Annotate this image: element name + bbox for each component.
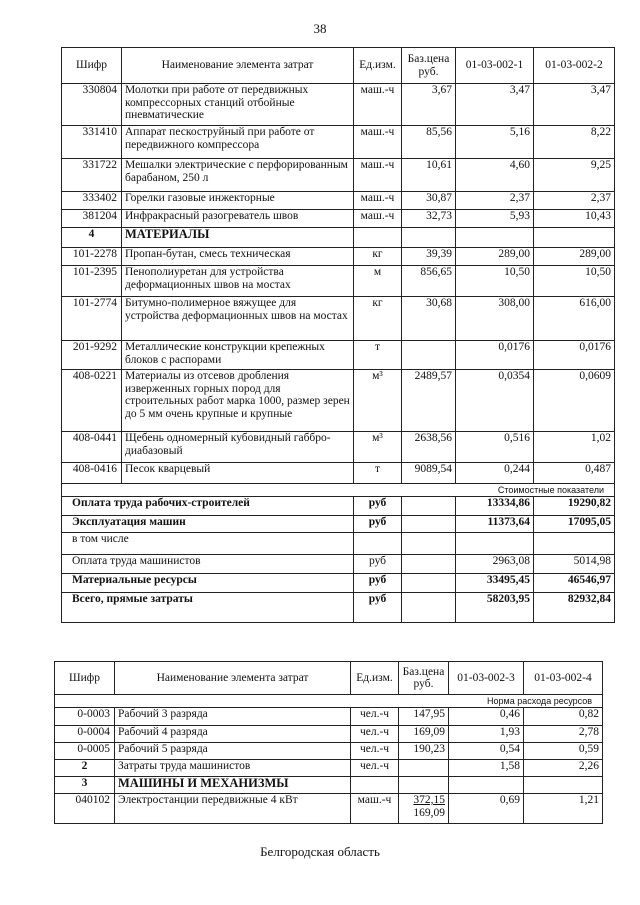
header-price: Баз.цена руб. (399, 662, 449, 695)
table-row (62, 192, 615, 210)
cell-value-1: 0,54 (449, 743, 524, 760)
cell-unit: м (354, 266, 402, 297)
summary-name: в том числе (62, 533, 354, 555)
summary-value-2 (534, 533, 615, 555)
summary-value-1 (456, 533, 534, 555)
cell-price: 32,73 (402, 210, 456, 228)
cell-value-1: 5,93 (456, 210, 534, 228)
summary-name: Материальные ресурсы (62, 574, 354, 593)
norm-caption: Норма расхода ресурсов (55, 695, 603, 708)
cell-unit: маш.-ч (351, 794, 399, 824)
cell-price: 10,61 (402, 159, 456, 192)
cell-name: Электростанции передвижные 4 кВт (115, 794, 351, 824)
cell-name: Щебень одномерный кубовидный габбро-диабазовый (122, 432, 354, 463)
header-col2: 01-03-002-4 (524, 662, 603, 695)
cell-unit: чел.-ч (351, 743, 399, 760)
cell-unit: т (354, 341, 402, 370)
cell-unit: чел.-ч (351, 726, 399, 743)
cell-value-1: 5,16 (456, 126, 534, 159)
cell-code: 408-0441 (62, 432, 122, 463)
cell-name: Аппарат пескоструйный при работе от передвижного компрессора (122, 126, 354, 159)
table-header-row (62, 48, 615, 84)
table-row (55, 794, 603, 824)
cell-value-1: 0,46 (449, 708, 524, 726)
cell-price (399, 794, 449, 824)
table-row (62, 126, 615, 159)
cell-price: 30,87 (402, 192, 456, 210)
table-row (62, 266, 615, 297)
summary-value-1: 58203,95 (456, 593, 534, 623)
cell-code: 0-0005 (55, 743, 115, 760)
cell-value-2: 10,43 (534, 210, 615, 228)
table-row (55, 708, 603, 726)
summary-row (62, 593, 615, 623)
cell-code: 2 (55, 760, 115, 777)
cell-value-1: 0,244 (456, 463, 534, 484)
summary-unit: руб (354, 555, 402, 574)
resource-table-1 (61, 47, 615, 623)
cell-price: 85,56 (402, 126, 456, 159)
cell-price: 39,39 (402, 248, 456, 266)
summary-row (62, 574, 615, 593)
cell-code: 201-9292 (62, 341, 122, 370)
summary-value-2: 46546,97 (534, 574, 615, 593)
table-row (55, 726, 603, 743)
page-number: 38 (313, 21, 327, 36)
cell-price: 30,68 (402, 297, 456, 341)
section-code: 4 (62, 228, 122, 248)
cell-name: Рабочий 4 разряда (115, 726, 351, 743)
table-row-operators (55, 760, 603, 777)
table-row (62, 432, 615, 463)
summary-unit: руб (354, 574, 402, 593)
summary-name: Эксплуатация машин (62, 516, 354, 533)
table-header-row (55, 662, 603, 695)
cell-price (399, 760, 449, 777)
cell-value-2: 0,487 (534, 463, 615, 484)
summary-value-2: 82932,84 (534, 593, 615, 623)
cell-value-2: 0,0609 (534, 370, 615, 432)
cell-name: Пропан-бутан, смесь техническая (122, 248, 354, 266)
cell-value-2: 0,59 (524, 743, 603, 760)
cell-name: Металлические конструкции крепежных блоков с распорами (122, 341, 354, 370)
table-row (62, 463, 615, 484)
summary-unit: руб (354, 497, 402, 516)
summary-row (62, 555, 615, 574)
cell-code: 330804 (62, 84, 122, 126)
summary-name: Оплата труда рабочих-строителей (62, 497, 354, 516)
summary-row (62, 497, 615, 516)
cell-code: 331410 (62, 126, 122, 159)
cell-name: Рабочий 3 разряда (115, 708, 351, 726)
cell-unit: м³ (354, 370, 402, 432)
cell-price: 169,09 (399, 726, 449, 743)
cell-name: Битумно-полимерное вяжущее для устройства деформационных швов на мостах (122, 297, 354, 341)
price-lower: 169,09 (413, 806, 445, 819)
section-row-materials (62, 228, 615, 248)
section-row-machines (55, 777, 603, 794)
summary-value-1: 11373,64 (456, 516, 534, 533)
cell-name: Горелки газовые инжекторные (122, 192, 354, 210)
cell-value-2: 3,47 (534, 84, 615, 126)
cell-value-1: 4,60 (456, 159, 534, 192)
cell-value-2: 8,22 (534, 126, 615, 159)
summary-value-1: 2963,08 (456, 555, 534, 574)
header-code: Шифр (55, 662, 115, 695)
header-name: Наименование элемента затрат (115, 662, 351, 695)
section-title: МАШИНЫ И МЕХАНИЗМЫ (115, 777, 351, 794)
cell-name: Пенополиуретан для устройства деформационных швов на мостах (122, 266, 354, 297)
cell-unit: кг (354, 248, 402, 266)
cell-unit: маш.-ч (354, 192, 402, 210)
summary-row (62, 533, 615, 555)
header-code: Шифр (62, 48, 122, 84)
cell-value-1: 2,37 (456, 192, 534, 210)
cell-unit: кг (354, 297, 402, 341)
cell-unit: маш.-ч (354, 210, 402, 228)
cell-name: Затраты труда машинистов (115, 760, 351, 777)
page-footer: Белгородская область (260, 844, 380, 859)
cell-name: Молотки при работе от передвижных компрессорных станций отбойные пневматические (122, 84, 354, 126)
cell-unit: т (354, 463, 402, 484)
section-title: МАТЕРИАЛЫ (122, 228, 354, 248)
cell-price (402, 341, 456, 370)
cell-code: 0-0003 (55, 708, 115, 726)
cell-unit: маш.-ч (354, 126, 402, 159)
summary-value-2: 5014,98 (534, 555, 615, 574)
price-upper: 372,15 (413, 794, 445, 806)
header-col1: 01-03-002-3 (449, 662, 524, 695)
header-unit: Ед.изм. (351, 662, 399, 695)
summary-value-1: 13334,86 (456, 497, 534, 516)
cell-price: 9089,54 (402, 463, 456, 484)
table-row (62, 248, 615, 266)
header-col2: 01-03-002-2 (534, 48, 615, 84)
table-row (62, 370, 615, 432)
cell-value-2: 0,82 (524, 708, 603, 726)
summary-value-1: 33495,45 (456, 574, 534, 593)
table-row (62, 341, 615, 370)
cell-value-1: 308,00 (456, 297, 534, 341)
cell-value-2: 9,25 (534, 159, 615, 192)
cell-value-2: 289,00 (534, 248, 615, 266)
table-row (62, 210, 615, 228)
resource-table-2 (54, 661, 603, 824)
cell-price: 2489,57 (402, 370, 456, 432)
cell-unit: чел.-ч (351, 760, 399, 777)
table-row (62, 159, 615, 192)
header-col1: 01-03-002-1 (456, 48, 534, 84)
table-row (62, 84, 615, 126)
cell-value-1: 0,0354 (456, 370, 534, 432)
cell-value-1: 1,58 (449, 760, 524, 777)
summary-unit: руб (354, 516, 402, 533)
summary-unit (354, 533, 402, 555)
cell-unit: маш.-ч (354, 159, 402, 192)
cell-value-1: 10,50 (456, 266, 534, 297)
cell-value-1: 289,00 (456, 248, 534, 266)
cost-caption-row (62, 484, 615, 497)
cell-value-1: 0,0176 (456, 341, 534, 370)
cell-code: 101-2395 (62, 266, 122, 297)
cell-name: Песок кварцевый (122, 463, 354, 484)
cell-code: 101-2774 (62, 297, 122, 341)
summary-value-2: 17095,05 (534, 516, 615, 533)
table-row (62, 297, 615, 341)
cell-value-2: 2,78 (524, 726, 603, 743)
section-code: 3 (55, 777, 115, 794)
cell-value-2: 1,21 (524, 794, 603, 824)
cell-price: 2638,56 (402, 432, 456, 463)
cell-unit: маш.-ч (354, 84, 402, 126)
summary-unit: руб (354, 593, 402, 623)
cell-value-2: 2,26 (524, 760, 603, 777)
cell-code: 0-0004 (55, 726, 115, 743)
norm-caption-row (55, 695, 603, 708)
cell-price: 147,95 (399, 708, 449, 726)
cell-value-1: 3,47 (456, 84, 534, 126)
cost-caption: Стоимостные показатели (62, 484, 615, 497)
cell-name: Мешалки электрические с перфорированным барабаном, 250 л (122, 159, 354, 192)
cell-price: 3,67 (402, 84, 456, 126)
header-name: Наименование элемента затрат (122, 48, 354, 84)
summary-value-2: 19290,82 (534, 497, 615, 516)
cell-name: Материалы из отсевов дробления изверженных горных пород для строительных работ марка 1000, размер зерен до 5 мм очень крупные и крупные (122, 370, 354, 432)
cell-code: 331722 (62, 159, 122, 192)
cell-code: 408-0221 (62, 370, 122, 432)
summary-name: Оплата труда машинистов (62, 555, 354, 574)
cell-price: 190,23 (399, 743, 449, 760)
cell-value-1: 0,69 (449, 794, 524, 824)
cell-value-2: 616,00 (534, 297, 615, 341)
cell-code: 101-2278 (62, 248, 122, 266)
cell-value-2: 10,50 (534, 266, 615, 297)
summary-row (62, 516, 615, 533)
cell-value-1: 0,516 (456, 432, 534, 463)
cell-code: 040102 (55, 794, 115, 824)
cell-code: 408-0416 (62, 463, 122, 484)
header-price: Баз.цена руб. (402, 48, 456, 84)
table-row (55, 743, 603, 760)
cell-unit: м³ (354, 432, 402, 463)
cell-value-2: 2,37 (534, 192, 615, 210)
cell-value-2: 0,0176 (534, 341, 615, 370)
cell-name: Рабочий 5 разряда (115, 743, 351, 760)
header-unit: Ед.изм. (354, 48, 402, 84)
cell-code: 381204 (62, 210, 122, 228)
cell-value-1: 1,93 (449, 726, 524, 743)
cell-code: 333402 (62, 192, 122, 210)
cell-value-2: 1,02 (534, 432, 615, 463)
cell-name: Инфракрасный разогреватель швов (122, 210, 354, 228)
cell-price: 856,65 (402, 266, 456, 297)
summary-name: Всего, прямые затраты (62, 593, 354, 623)
cell-unit: чел.-ч (351, 708, 399, 726)
